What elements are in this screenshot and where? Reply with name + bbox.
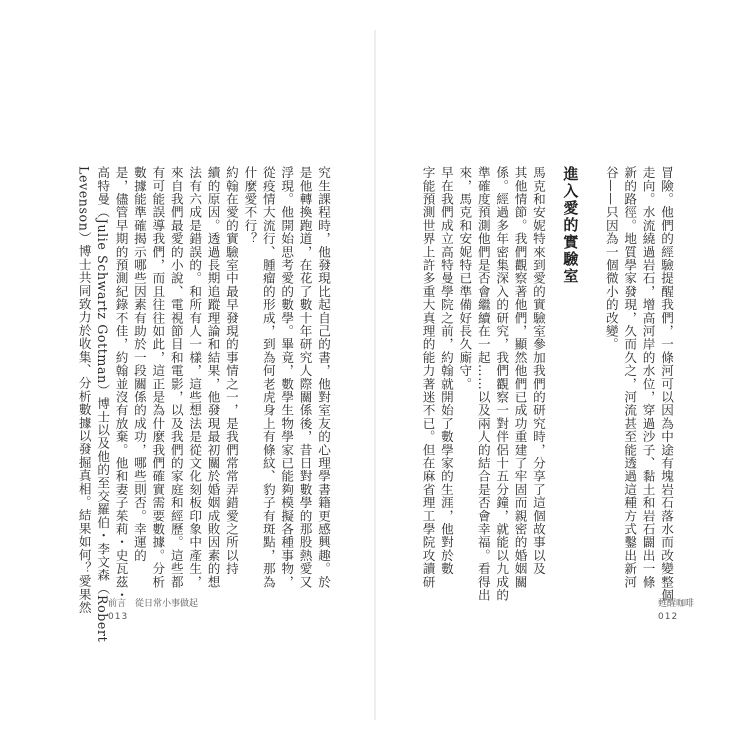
text-column: 續的原因。透過長期追蹤理論和結果，他發現最初關於婚姻成敗因素的想	[205, 166, 221, 589]
text-column: 早在我們成立高特曼學院之前，約翰就開始了數學家的生涯，他對於數	[438, 166, 454, 576]
text-column: Levenson）博士共同致力於收集、分析數據以發掘真相。結果如何？愛果然	[76, 166, 92, 615]
right-page	[375, 0, 750, 750]
text-column: 其他情節。我們觀察著他們，顯然他們已成功重建了牢固而親密的婚姻關	[512, 166, 528, 589]
text-column: 是他轉換跑道，在花了數十年研究人際關係後，昔日對數學的那股熱愛又	[297, 166, 313, 589]
left-page-footer	[108, 598, 198, 624]
running-header: 甦醒咖啡	[658, 599, 695, 609]
section-heading: 進入愛的實驗室	[561, 166, 580, 285]
text-column: 高特曼（Julie Schwartz Gottman）博士以及他的至交羅伯・李文森（Robert	[95, 166, 111, 643]
running-header: 前言 從日常小事做起	[108, 599, 199, 609]
text-column: 有可能誤導我們，而且往往如此，這正是為什麼我們確實需要數據。分析	[150, 166, 166, 589]
right-page-body	[420, 166, 675, 602]
text-column: 是，儘管早期的預測紀錄不佳，約翰並沒有放棄。他和妻子茱莉・史瓦茲・	[113, 166, 129, 602]
page-number: 013	[108, 612, 129, 622]
text-column: 準確度預測他們是否會繼續在一起……以及兩人的結合是否會幸福。看得出	[475, 166, 491, 602]
text-column: 走向。水流繞過岩石，增高河岸的水位，穿過沙子、黏土和岩石闢出一條	[640, 166, 656, 589]
text-column: 馬克和安妮特來到愛的實驗室參加我們的研究時，分享了這個故事以及	[530, 166, 546, 576]
text-column: 數據能準確揭示哪些因素有助於一段關係的成功，哪些則否。幸運的	[131, 166, 147, 562]
text-column: 來自我們最愛的小說、電視節目和電影，以及我們的家庭和經歷。這些都	[168, 166, 184, 589]
page-number: 012	[658, 612, 679, 622]
text-column: 字能預測世界上許多重大真理的能力著迷不已。但在麻省理工學院攻讀研	[420, 166, 436, 589]
text-column: 究生課程時，他發現比起自己的書，他對室友的心理學書籍更感興趣。於	[316, 166, 331, 589]
text-column: 法有六成是錯誤的。和所有人一樣，這些想法是從文化刻板印象中產生，	[187, 166, 203, 589]
text-column: 什麼愛不行？	[242, 166, 258, 246]
text-column: 約翰在愛的實驗室中最早發現的事情之一，是我們常常弄錯愛之所以持	[223, 166, 239, 576]
text-column: 係。經過多年密集深入的研究，我們觀察一對伴侶十五分鐘，就能以九成的	[494, 166, 510, 602]
text-column: 冒險。他們的經驗提醒我們，一條河可以因為中途有塊岩石落水而改變整個	[659, 166, 674, 602]
text-column: 從疫情大流行、腫瘤的形成，到為何老虎身上有條紋、豹子有斑點，那為	[260, 166, 276, 589]
text-column: 新的路徑。地質學家發現，久而久之，河流甚至能透過這種方式鑿出新河	[622, 166, 638, 589]
text-column: 來，馬克和安妮特已準備好長久廝守。	[457, 166, 473, 391]
text-column: 浮現。他開始思考愛的數學。畢竟，數學生物學家已能夠模擬各種事物，	[279, 166, 295, 589]
text-column: 谷——只因為一個微小的改變。	[603, 166, 619, 351]
right-page-footer	[658, 598, 694, 624]
